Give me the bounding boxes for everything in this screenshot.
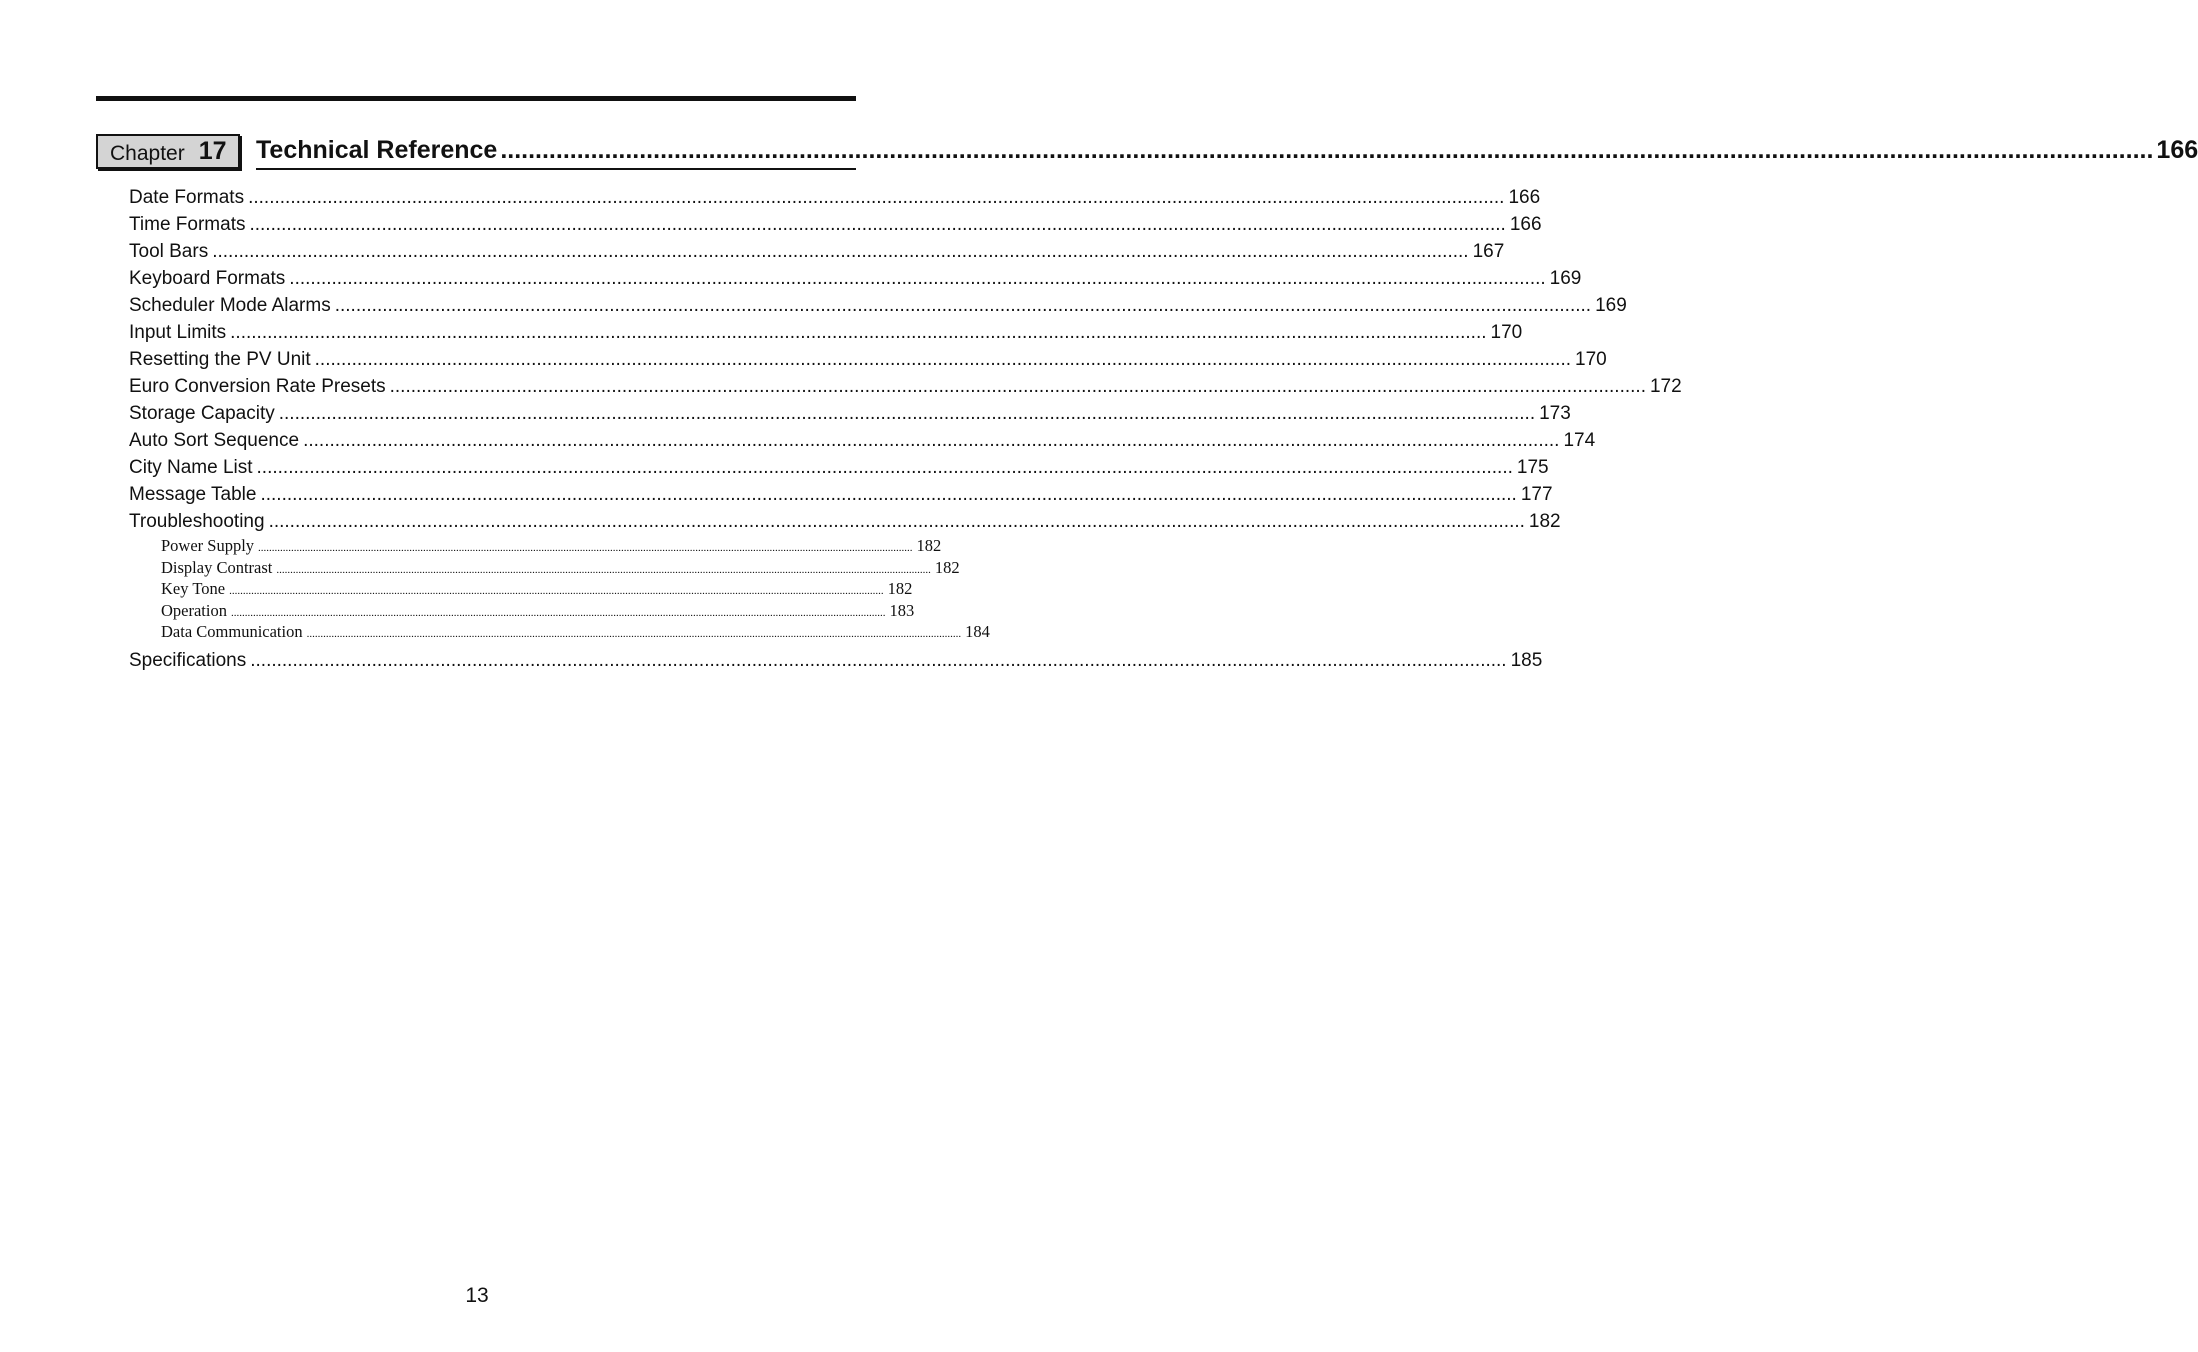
chapter-number: 17 (198, 137, 227, 165)
chapter-page: 166 (2156, 136, 2198, 164)
toc-entry-page: 182 (916, 536, 942, 555)
dot-leader: .............................................................................................................................................................................................................................................. (334, 295, 1592, 316)
toc-entry[interactable] (129, 400, 1571, 427)
dot-leader: .............................................................................................................................................................................................................................................. (229, 585, 884, 597)
toc-entry-title: Tool Bars (129, 241, 209, 262)
dot-leader: .............................................................................................................................................................................................................................................. (230, 322, 1487, 343)
toc-entry-page: 169 (1549, 268, 1582, 289)
toc-entry[interactable] (129, 238, 1505, 265)
toc-subentry[interactable] (129, 578, 913, 600)
dot-leader: .............................................................................................................................................................................................................................................. (389, 376, 1646, 397)
chapter-header (96, 134, 2198, 174)
toc-entry-title: Auto Sort Sequence (129, 430, 300, 451)
toc-entry-title: Keyboard Formats (129, 268, 286, 289)
toc-entry-title: Data Communication (161, 622, 303, 641)
dot-leader: .............................................................................................................................................................................................................................................. (260, 484, 1517, 505)
dot-leader: .............................................................................................................................................................................................................................................. (248, 187, 1505, 208)
toc-entry[interactable] (129, 346, 1607, 373)
toc-entry-title: Input Limits (129, 322, 227, 343)
dot-leader: .............................................................................................................................................................................................................................................. (289, 268, 1546, 289)
dot-leader: .............................................................................................................................................................................................................................................. (500, 136, 2154, 164)
toc-entry-page: 166 (1509, 214, 1542, 235)
toc-entry-page: 173 (1539, 403, 1571, 424)
toc-entry[interactable] (129, 373, 1682, 400)
toc-entry-title: City Name List (129, 457, 253, 478)
toc-entry-page: 175 (1516, 457, 1549, 478)
toc-subentry[interactable] (129, 557, 960, 579)
toc-entry[interactable] (129, 211, 1542, 238)
toc-entry-title: Scheduler Mode Alarms (129, 295, 331, 316)
toc-subentry[interactable] (129, 621, 990, 643)
toc-entry[interactable] (129, 427, 1596, 454)
dot-leader: .............................................................................................................................................................................................................................................. (268, 511, 1525, 532)
dot-leader: .............................................................................................................................................................................................................................................. (249, 214, 1506, 235)
toc-entry-page: 169 (1595, 295, 1627, 316)
toc-entry-title: Date Formats (129, 187, 245, 208)
toc-entry-title: Storage Capacity (129, 403, 275, 424)
dot-leader: .............................................................................................................................................................................................................................................. (256, 457, 1513, 478)
toc-entry-page: 170 (1575, 349, 1607, 370)
toc-entry-title: Message Table (129, 484, 257, 505)
toc-entry-page: 170 (1490, 322, 1523, 343)
dot-leader: .............................................................................................................................................................................................................................................. (278, 403, 1536, 424)
toc-entry[interactable] (129, 292, 1627, 319)
toc-entry-page: 172 (1649, 376, 1682, 397)
toc-entry-title: Specifications (129, 649, 247, 671)
toc-entry[interactable] (129, 454, 1549, 481)
toc-entry-page: 182 (934, 557, 960, 577)
toc-entry[interactable] (129, 319, 1523, 346)
chapter-label: Chapter (110, 142, 185, 165)
top-rule (96, 96, 856, 101)
toc-entry-page: 177 (1520, 484, 1553, 505)
dot-leader: .............................................................................................................................................................................................................................................. (258, 542, 913, 554)
page-number: 13 (465, 1284, 489, 1307)
toc-entry-title: Resetting the PV Unit (129, 349, 311, 370)
dot-leader: .............................................................................................................................................................................................................................................. (276, 563, 931, 576)
dot-leader: .............................................................................................................................................................................................................................................. (250, 649, 1507, 671)
dot-leader: .............................................................................................................................................................................................................................................. (212, 241, 1469, 262)
toc-entry-page: 174 (1563, 430, 1596, 451)
toc-entry-page: 166 (1508, 187, 1541, 208)
dot-leader: .............................................................................................................................................................................................................................................. (314, 349, 1572, 370)
dot-leader: .............................................................................................................................................................................................................................................. (230, 606, 886, 619)
chapter-title: Technical Reference (256, 136, 498, 164)
toc-entry-title: Key Tone (161, 579, 226, 598)
chapter-label-box (96, 134, 240, 169)
toc-entry-title: Troubleshooting (129, 511, 265, 532)
toc-entry-title: Time Formats (129, 214, 246, 235)
toc-entry-title: Euro Conversion Rate Presets (129, 376, 386, 397)
toc-entry-page: 184 (965, 622, 990, 641)
toc-entry[interactable] (129, 508, 1561, 535)
dot-leader: .............................................................................................................................................................................................................................................. (306, 628, 962, 640)
toc-entry[interactable] (129, 481, 1553, 508)
toc-entry-title: Display Contrast (161, 557, 273, 577)
toc-entry-page: 167 (1472, 241, 1505, 262)
table-of-contents (129, 184, 1682, 674)
toc-entry[interactable] (129, 647, 1543, 674)
toc-entry-title: Power Supply (161, 536, 255, 555)
toc-subentry[interactable] (129, 535, 942, 557)
toc-entry-page: 182 (1528, 511, 1561, 532)
toc-entry-page: 183 (889, 600, 915, 620)
toc-entry-page: 185 (1510, 649, 1543, 671)
dot-leader: .............................................................................................................................................................................................................................................. (303, 430, 1560, 451)
toc-subentry[interactable] (129, 600, 915, 622)
toc-entry[interactable] (129, 265, 1582, 292)
toc-entry[interactable] (129, 184, 1541, 211)
toc-entry-page: 182 (887, 579, 913, 598)
toc-entry-title: Operation (161, 600, 227, 620)
chapter-title-link[interactable] (256, 136, 2198, 170)
